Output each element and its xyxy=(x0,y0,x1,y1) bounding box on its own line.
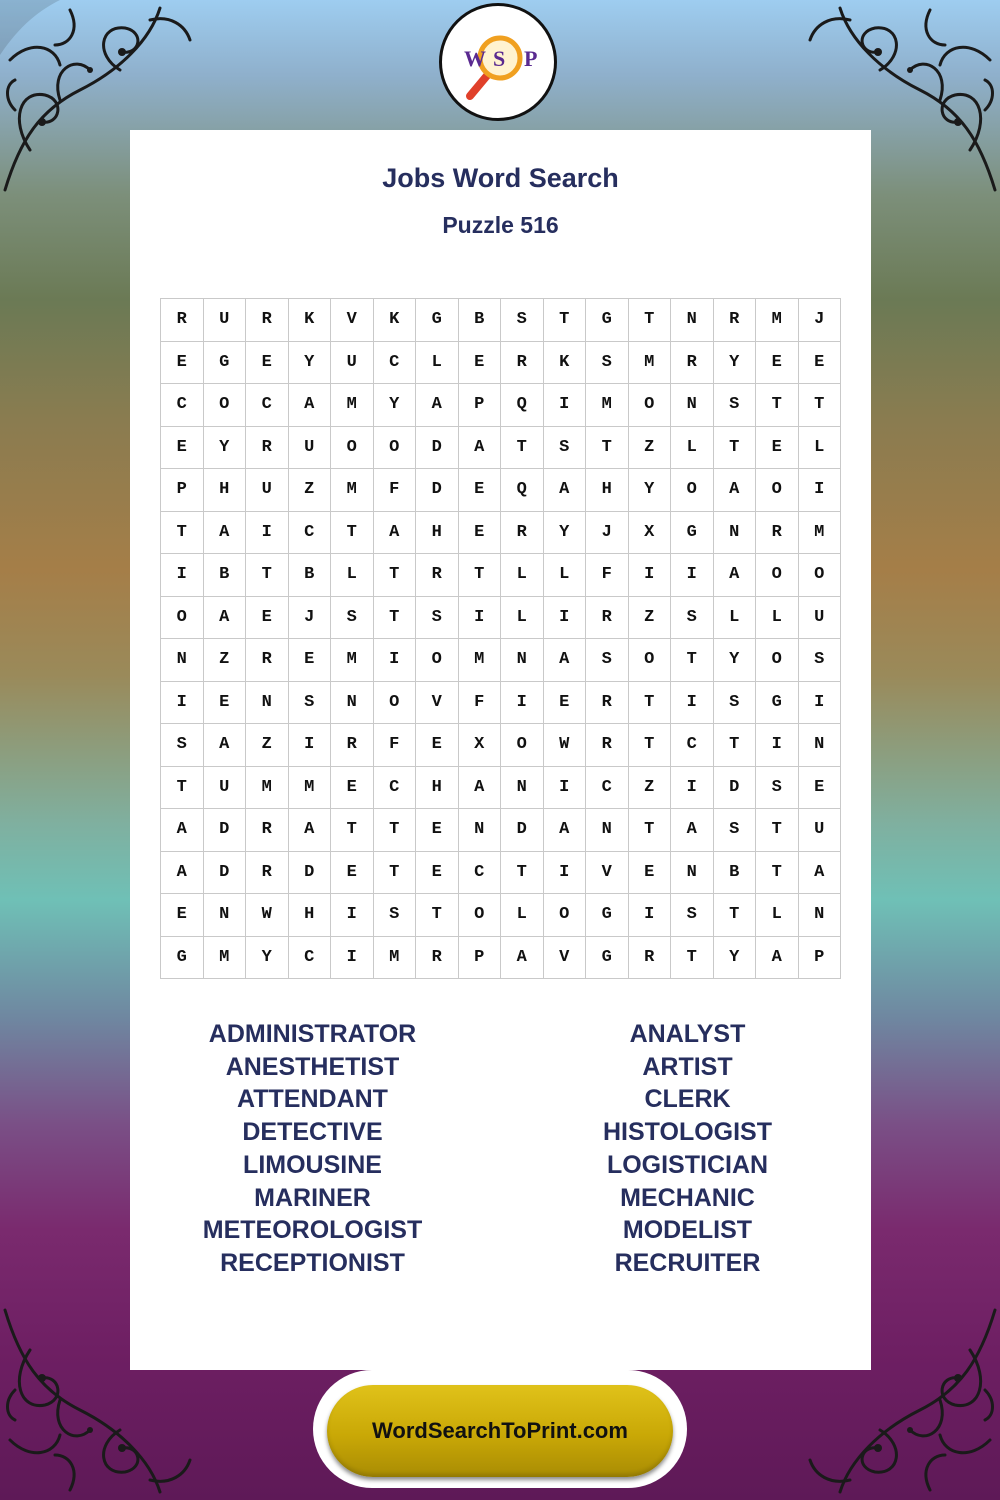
grid-cell[interactable]: A xyxy=(289,809,332,852)
grid-cell[interactable]: N xyxy=(671,299,714,342)
grid-cell[interactable]: S xyxy=(714,809,757,852)
grid-cell[interactable]: T xyxy=(629,682,672,725)
grid-cell[interactable]: E xyxy=(289,639,332,682)
grid-cell[interactable]: M xyxy=(799,512,842,555)
grid-cell[interactable]: R xyxy=(629,937,672,980)
grid-cell[interactable]: Z xyxy=(629,767,672,810)
word-item: ARTIST xyxy=(642,1052,733,1081)
grid-cell[interactable]: T xyxy=(161,512,204,555)
grid-cell[interactable]: O xyxy=(629,384,672,427)
grid-cell[interactable]: R xyxy=(246,809,289,852)
grid-cell[interactable]: Y xyxy=(374,384,417,427)
grid-cell[interactable]: T xyxy=(629,299,672,342)
grid-cell[interactable]: T xyxy=(501,852,544,895)
grid-cell[interactable]: R xyxy=(586,597,629,640)
grid-cell[interactable]: A xyxy=(161,809,204,852)
grid-cell[interactable]: O xyxy=(204,384,247,427)
grid-cell[interactable]: H xyxy=(416,767,459,810)
grid-cell[interactable]: J xyxy=(586,512,629,555)
grid-cell[interactable]: T xyxy=(331,809,374,852)
grid-cell[interactable]: M xyxy=(459,639,502,682)
grid-cell[interactable]: G xyxy=(756,682,799,725)
grid-cell[interactable]: I xyxy=(289,724,332,767)
grid-cell[interactable]: Z xyxy=(289,469,332,512)
grid-cell[interactable]: T xyxy=(714,894,757,937)
grid-cell[interactable]: I xyxy=(799,682,842,725)
grid-cell[interactable]: E xyxy=(459,469,502,512)
grid-cell[interactable]: L xyxy=(671,427,714,470)
grid-cell[interactable]: D xyxy=(416,469,459,512)
grid-cell[interactable]: T xyxy=(586,427,629,470)
grid-cell[interactable]: R xyxy=(756,512,799,555)
grid-cell[interactable]: G xyxy=(586,299,629,342)
grid-cell[interactable]: V xyxy=(331,299,374,342)
grid-cell[interactable]: H xyxy=(586,469,629,512)
grid-cell[interactable]: B xyxy=(289,554,332,597)
grid-cell[interactable]: S xyxy=(586,342,629,385)
grid-cell[interactable]: E xyxy=(246,597,289,640)
grid-cell[interactable]: L xyxy=(756,894,799,937)
grid-cell[interactable]: P xyxy=(459,384,502,427)
grid-cell[interactable]: I xyxy=(671,767,714,810)
grid-cell[interactable]: M xyxy=(331,384,374,427)
grid-cell[interactable]: A xyxy=(204,512,247,555)
grid-cell[interactable]: T xyxy=(714,724,757,767)
grid-cell[interactable]: O xyxy=(161,597,204,640)
logo-letter-p: P xyxy=(524,46,538,71)
grid-cell[interactable]: A xyxy=(204,724,247,767)
grid-cell[interactable]: G xyxy=(416,299,459,342)
grid-cell[interactable]: P xyxy=(799,937,842,980)
grid-cell[interactable]: T xyxy=(374,597,417,640)
grid-cell[interactable]: T xyxy=(161,767,204,810)
grid-cell[interactable]: K xyxy=(289,299,332,342)
grid-cell[interactable]: W xyxy=(544,724,587,767)
page-title: Jobs Word Search xyxy=(382,163,619,193)
grid-cell[interactable]: T xyxy=(671,937,714,980)
grid-cell[interactable]: E xyxy=(416,724,459,767)
word-item: MARINER xyxy=(254,1183,371,1212)
grid-cell[interactable]: I xyxy=(544,384,587,427)
grid-cell[interactable]: B xyxy=(459,299,502,342)
grid-cell[interactable]: R xyxy=(246,299,289,342)
grid-cell[interactable]: I xyxy=(629,894,672,937)
word-list-right xyxy=(535,1018,840,1280)
grid-cell[interactable]: M xyxy=(586,384,629,427)
grid-cell[interactable]: E xyxy=(459,512,502,555)
grid-cell[interactable]: P xyxy=(161,469,204,512)
puzzle-sheet xyxy=(130,130,871,1370)
grid-cell[interactable]: O xyxy=(374,427,417,470)
logo-letter-w: W xyxy=(464,46,486,71)
grid-cell[interactable]: A xyxy=(161,852,204,895)
grid-cell[interactable]: H xyxy=(204,469,247,512)
grid-cell[interactable]: V xyxy=(586,852,629,895)
grid-cell[interactable]: N xyxy=(714,512,757,555)
grid-cell[interactable]: D xyxy=(289,852,332,895)
grid-cell[interactable]: R xyxy=(671,342,714,385)
grid-cell[interactable]: S xyxy=(671,894,714,937)
grid-cell[interactable]: G xyxy=(586,894,629,937)
grid-cell[interactable]: I xyxy=(459,597,502,640)
grid-cell[interactable]: L xyxy=(714,597,757,640)
grid-cell[interactable]: S xyxy=(799,639,842,682)
grid-cell[interactable]: T xyxy=(799,384,842,427)
grid-cell[interactable]: E xyxy=(416,852,459,895)
grid-cell[interactable]: S xyxy=(714,682,757,725)
grid-cell[interactable]: S xyxy=(331,597,374,640)
grid-cell[interactable]: S xyxy=(501,299,544,342)
grid-cell[interactable]: A xyxy=(459,767,502,810)
grid-cell[interactable]: U xyxy=(246,469,289,512)
grid-cell[interactable]: H xyxy=(289,894,332,937)
grid-cell[interactable]: L xyxy=(501,894,544,937)
grid-cell[interactable]: E xyxy=(416,809,459,852)
grid-cell[interactable]: T xyxy=(756,384,799,427)
grid-cell[interactable]: C xyxy=(459,852,502,895)
magnifier-icon xyxy=(450,14,546,110)
grid-cell[interactable]: C xyxy=(671,724,714,767)
grid-cell[interactable]: S xyxy=(544,427,587,470)
grid-cell[interactable]: X xyxy=(459,724,502,767)
word-item: RECRUITER xyxy=(614,1248,761,1277)
grid-cell[interactable]: R xyxy=(331,724,374,767)
grid-cell[interactable]: A xyxy=(756,937,799,980)
grid-cell[interactable]: G xyxy=(204,342,247,385)
grid-cell[interactable]: M xyxy=(204,937,247,980)
grid-cell[interactable]: O xyxy=(756,469,799,512)
grid-cell[interactable]: T xyxy=(629,809,672,852)
grid-cell[interactable]: Y xyxy=(714,639,757,682)
grid-cell[interactable]: A xyxy=(799,852,842,895)
puzzle-number: Puzzle 516 xyxy=(442,212,559,238)
grid-cell[interactable]: T xyxy=(374,809,417,852)
grid-cell[interactable]: R xyxy=(161,299,204,342)
grid-cell[interactable]: O xyxy=(544,894,587,937)
grid-cell[interactable]: N xyxy=(671,852,714,895)
grid-cell[interactable]: A xyxy=(544,809,587,852)
grid-cell[interactable]: D xyxy=(416,427,459,470)
grid-cell[interactable]: Y xyxy=(204,427,247,470)
grid-cell[interactable]: C xyxy=(374,342,417,385)
grid-cell[interactable]: S xyxy=(374,894,417,937)
grid-cell[interactable]: C xyxy=(586,767,629,810)
grid-cell[interactable]: N xyxy=(204,894,247,937)
grid-cell[interactable]: N xyxy=(331,682,374,725)
grid-cell[interactable]: I xyxy=(246,512,289,555)
word-item: CLERK xyxy=(644,1085,731,1114)
grid-cell[interactable]: I xyxy=(331,937,374,980)
grid-cell[interactable]: F xyxy=(374,724,417,767)
grid-cell[interactable]: C xyxy=(374,767,417,810)
word-item: ANESTHETIST xyxy=(225,1052,400,1081)
grid-cell[interactable]: T xyxy=(246,554,289,597)
grid-cell[interactable]: R xyxy=(416,554,459,597)
grid-cell[interactable]: M xyxy=(374,937,417,980)
grid-cell[interactable]: O xyxy=(671,469,714,512)
word-item: LOGISTICIAN xyxy=(606,1150,769,1179)
grid-cell[interactable]: J xyxy=(289,597,332,640)
grid-cell[interactable]: O xyxy=(756,554,799,597)
grid-cell[interactable]: S xyxy=(671,597,714,640)
grid-cell[interactable]: M xyxy=(331,469,374,512)
grid-cell[interactable]: N xyxy=(501,767,544,810)
grid-cell[interactable]: M xyxy=(246,767,289,810)
wsp-logo[interactable] xyxy=(439,3,557,121)
grid-cell[interactable]: I xyxy=(671,554,714,597)
grid-cell[interactable]: S xyxy=(416,597,459,640)
grid-cell[interactable]: Z xyxy=(629,597,672,640)
grid-cell[interactable]: I xyxy=(374,639,417,682)
grid-cell[interactable]: Z xyxy=(204,639,247,682)
word-item: HISTOLOGIST xyxy=(603,1118,772,1147)
grid-cell[interactable]: N xyxy=(459,809,502,852)
grid-cell[interactable]: B xyxy=(204,554,247,597)
grid-cell[interactable]: E xyxy=(331,767,374,810)
grid-cell[interactable]: J xyxy=(799,299,842,342)
grid-cell[interactable]: T xyxy=(671,639,714,682)
grid-cell[interactable]: S xyxy=(586,639,629,682)
grid-cell[interactable]: U xyxy=(331,342,374,385)
grid-cell[interactable]: A xyxy=(374,512,417,555)
grid-cell[interactable]: K xyxy=(374,299,417,342)
grid-cell[interactable]: O xyxy=(331,427,374,470)
grid-cell[interactable]: R xyxy=(246,852,289,895)
letter-grid[interactable] xyxy=(160,298,841,979)
grid-cell[interactable]: L xyxy=(756,597,799,640)
logo-letter-s: S xyxy=(493,46,506,71)
grid-cell[interactable]: U xyxy=(799,809,842,852)
grid-cell[interactable]: E xyxy=(756,342,799,385)
grid-cell[interactable]: I xyxy=(161,682,204,725)
word-item: RECEPTIONIST xyxy=(220,1248,405,1277)
grid-cell[interactable]: M xyxy=(331,639,374,682)
grid-cell[interactable]: A xyxy=(714,469,757,512)
grid-cell[interactable]: D xyxy=(204,852,247,895)
grid-cell[interactable]: Z xyxy=(246,724,289,767)
grid-cell[interactable]: F xyxy=(459,682,502,725)
grid-cell[interactable]: N xyxy=(161,639,204,682)
word-item: LIMOUSINE xyxy=(243,1150,382,1179)
grid-cell[interactable]: S xyxy=(289,682,332,725)
grid-cell[interactable]: O xyxy=(756,639,799,682)
grid-cell[interactable]: Z xyxy=(629,427,672,470)
word-item: ADMINISTRATOR xyxy=(208,1020,417,1048)
grid-cell[interactable]: I xyxy=(501,682,544,725)
grid-cell[interactable]: Q xyxy=(501,384,544,427)
grid-cell[interactable]: Y xyxy=(246,937,289,980)
grid-cell[interactable]: T xyxy=(374,554,417,597)
word-item: DETECTIVE xyxy=(242,1118,383,1147)
grid-cell[interactable]: I xyxy=(544,767,587,810)
grid-cell[interactable]: I xyxy=(799,469,842,512)
grid-cell[interactable]: T xyxy=(459,554,502,597)
grid-cell[interactable]: T xyxy=(714,427,757,470)
grid-cell[interactable]: M xyxy=(289,767,332,810)
grid-cell[interactable]: G xyxy=(586,937,629,980)
word-item: METEOROLOGIST xyxy=(202,1216,423,1245)
grid-cell[interactable]: S xyxy=(714,384,757,427)
grid-cell[interactable]: C xyxy=(161,384,204,427)
grid-cell[interactable]: I xyxy=(756,724,799,767)
grid-cell[interactable]: O xyxy=(799,554,842,597)
grid-cell[interactable]: O xyxy=(629,639,672,682)
word-item: ANALYST xyxy=(629,1020,746,1048)
grid-cell[interactable]: G xyxy=(161,937,204,980)
grid-cell[interactable]: E xyxy=(161,342,204,385)
grid-cell[interactable]: R xyxy=(586,682,629,725)
grid-cell[interactable]: E xyxy=(799,342,842,385)
grid-cell[interactable]: M xyxy=(756,299,799,342)
grid-cell[interactable]: A xyxy=(714,554,757,597)
grid-cell[interactable]: F xyxy=(374,469,417,512)
grid-cell[interactable]: A xyxy=(501,937,544,980)
grid-cell[interactable]: U xyxy=(204,767,247,810)
grid-cell[interactable]: R xyxy=(416,937,459,980)
grid-cell[interactable]: R xyxy=(246,427,289,470)
grid-cell[interactable]: B xyxy=(714,852,757,895)
grid-cell[interactable]: X xyxy=(629,512,672,555)
word-item: ATTENDANT xyxy=(237,1085,388,1114)
grid-cell[interactable]: I xyxy=(671,682,714,725)
grid-cell[interactable]: A xyxy=(289,384,332,427)
grid-cell[interactable]: L xyxy=(331,554,374,597)
grid-cell[interactable]: V xyxy=(416,682,459,725)
grid-cell[interactable]: T xyxy=(416,894,459,937)
grid-cell[interactable]: P xyxy=(459,937,502,980)
grid-cell[interactable]: T xyxy=(756,809,799,852)
grid-cell[interactable]: R xyxy=(586,724,629,767)
grid-cell[interactable]: R xyxy=(246,639,289,682)
grid-cell[interactable]: U xyxy=(799,597,842,640)
grid-cell[interactable]: O xyxy=(459,894,502,937)
grid-cell[interactable]: W xyxy=(246,894,289,937)
grid-cell[interactable]: E xyxy=(799,767,842,810)
grid-cell[interactable]: L xyxy=(501,597,544,640)
grid-cell[interactable]: K xyxy=(544,342,587,385)
grid-cell[interactable]: N xyxy=(501,639,544,682)
grid-cell[interactable]: L xyxy=(501,554,544,597)
grid-cell[interactable]: E xyxy=(161,894,204,937)
grid-cell[interactable]: L xyxy=(544,554,587,597)
grid-cell[interactable]: E xyxy=(204,682,247,725)
word-item: MECHANIC xyxy=(620,1183,755,1212)
grid-cell[interactable]: S xyxy=(161,724,204,767)
site-link-button[interactable]: WordSearchToPrint.com xyxy=(327,1385,673,1477)
grid-cell[interactable]: Y xyxy=(544,512,587,555)
grid-cell[interactable]: G xyxy=(671,512,714,555)
grid-cell[interactable]: A xyxy=(204,597,247,640)
grid-cell[interactable]: I xyxy=(544,597,587,640)
grid-cell[interactable]: U xyxy=(204,299,247,342)
grid-cell[interactable]: N xyxy=(799,724,842,767)
grid-cell[interactable]: C xyxy=(289,937,332,980)
grid-cell[interactable]: I xyxy=(331,894,374,937)
grid-cell[interactable]: N xyxy=(586,809,629,852)
grid-cell[interactable]: Y xyxy=(714,937,757,980)
grid-cell[interactable]: T xyxy=(544,299,587,342)
grid-cell[interactable]: L xyxy=(416,342,459,385)
grid-cell[interactable]: I xyxy=(161,554,204,597)
grid-cell[interactable]: A xyxy=(544,639,587,682)
grid-cell[interactable]: A xyxy=(544,469,587,512)
grid-cell[interactable]: E xyxy=(246,342,289,385)
grid-cell[interactable]: Y xyxy=(629,469,672,512)
grid-cell[interactable]: I xyxy=(544,852,587,895)
grid-cell[interactable]: U xyxy=(289,427,332,470)
grid-cell[interactable]: R xyxy=(714,299,757,342)
grid-cell[interactable]: E xyxy=(756,427,799,470)
grid-cell[interactable]: E xyxy=(161,427,204,470)
grid-cell[interactable]: L xyxy=(799,427,842,470)
grid-cell[interactable]: Y xyxy=(714,342,757,385)
grid-cell[interactable]: V xyxy=(544,937,587,980)
grid-cell[interactable]: R xyxy=(501,512,544,555)
grid-cell[interactable]: D xyxy=(501,809,544,852)
grid-cell[interactable]: R xyxy=(501,342,544,385)
grid-cell[interactable]: T xyxy=(374,852,417,895)
grid-cell[interactable]: N xyxy=(246,682,289,725)
grid-cell[interactable]: T xyxy=(501,427,544,470)
grid-cell[interactable]: A xyxy=(416,384,459,427)
grid-cell[interactable]: T xyxy=(331,512,374,555)
grid-cell[interactable]: E xyxy=(459,342,502,385)
grid-cell[interactable]: N xyxy=(799,894,842,937)
grid-cell[interactable]: D xyxy=(714,767,757,810)
grid-cell[interactable]: O xyxy=(374,682,417,725)
grid-cell[interactable]: A xyxy=(671,809,714,852)
grid-cell[interactable]: M xyxy=(629,342,672,385)
grid-cell[interactable]: O xyxy=(501,724,544,767)
grid-cell[interactable]: D xyxy=(204,809,247,852)
word-list-left xyxy=(160,1018,465,1280)
grid-cell[interactable]: T xyxy=(629,724,672,767)
grid-cell[interactable]: T xyxy=(756,852,799,895)
grid-cell[interactable]: C xyxy=(289,512,332,555)
grid-cell[interactable]: O xyxy=(416,639,459,682)
grid-cell[interactable]: F xyxy=(586,554,629,597)
grid-cell[interactable]: Y xyxy=(289,342,332,385)
grid-cell[interactable]: E xyxy=(331,852,374,895)
grid-cell[interactable]: E xyxy=(544,682,587,725)
grid-cell[interactable]: I xyxy=(629,554,672,597)
word-item: MODELIST xyxy=(622,1216,753,1245)
grid-cell[interactable]: S xyxy=(756,767,799,810)
grid-cell[interactable]: N xyxy=(671,384,714,427)
grid-cell[interactable]: E xyxy=(629,852,672,895)
grid-cell[interactable]: H xyxy=(416,512,459,555)
grid-cell[interactable]: C xyxy=(246,384,289,427)
grid-cell[interactable]: Q xyxy=(501,469,544,512)
grid-cell[interactable]: A xyxy=(459,427,502,470)
